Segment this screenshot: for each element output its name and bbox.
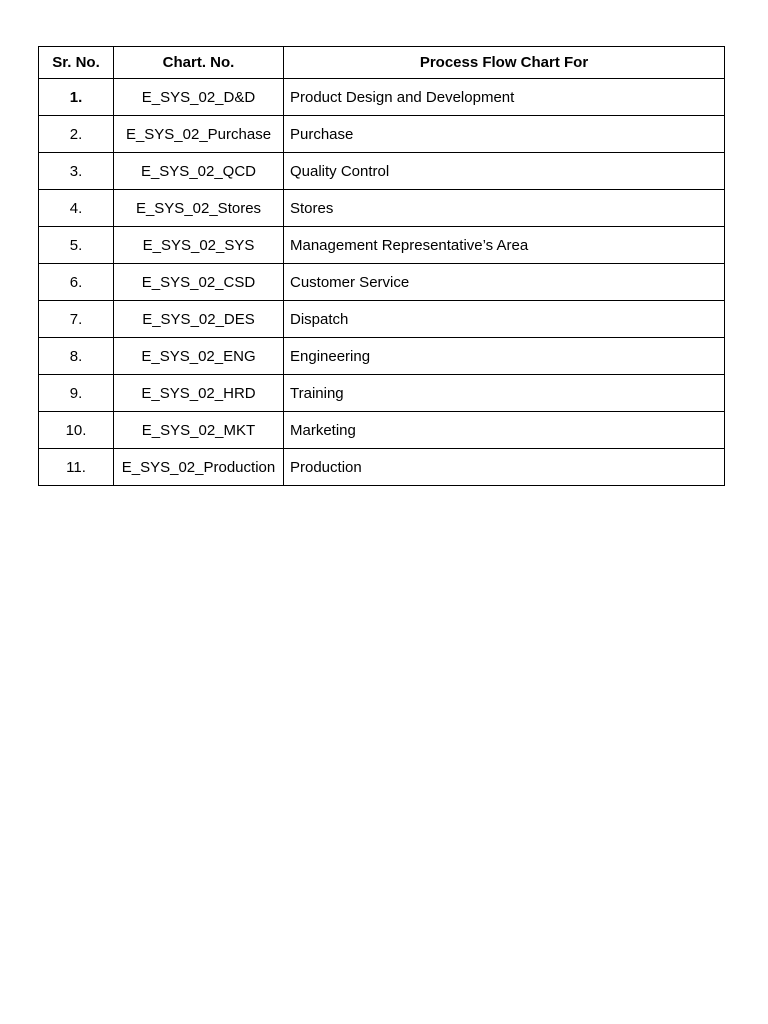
sr-no-cell: 4. [39,190,114,227]
sr-no-cell: 3. [39,153,114,190]
sr-no-cell: 1. [39,79,114,116]
chart-no-cell: E_SYS_02_SYS [114,227,284,264]
chart-no-cell: E_SYS_02_MKT [114,412,284,449]
process-cell: Purchase [284,116,725,153]
sr-no-cell: 6. [39,264,114,301]
table-row [39,227,725,264]
table-row [39,301,725,338]
process-cell: Quality Control [284,153,725,190]
table-row [39,375,725,412]
table-row [39,338,725,375]
chart-no-cell: E_SYS_02_CSD [114,264,284,301]
process-cell: Stores [284,190,725,227]
header-chart-no: Chart. No. [114,47,284,79]
table-header-row [39,47,725,79]
sr-no-cell: 10. [39,412,114,449]
chart-no-cell: E_SYS_02_DES [114,301,284,338]
process-cell: Customer Service [284,264,725,301]
process-cell: Engineering [284,338,725,375]
process-cell: Dispatch [284,301,725,338]
sr-no-cell: 8. [39,338,114,375]
chart-no-cell: E_SYS_02_HRD [114,375,284,412]
sr-no-cell: 2. [39,116,114,153]
table-row [39,116,725,153]
table-row [39,190,725,227]
process-cell: Management Representative’s Area [284,227,725,264]
table-row [39,79,725,116]
table-row [39,449,725,486]
process-cell: Marketing [284,412,725,449]
process-cell: Production [284,449,725,486]
chart-no-cell: E_SYS_02_Production [114,449,284,486]
header-process-flow-chart-for: Process Flow Chart For [284,47,725,79]
chart-no-cell: E_SYS_02_QCD [114,153,284,190]
process-cell: Product Design and Development [284,79,725,116]
chart-no-cell: E_SYS_02_ENG [114,338,284,375]
table-row [39,264,725,301]
sr-no-cell: 9. [39,375,114,412]
process-cell: Training [284,375,725,412]
header-sr-no: Sr. No. [39,47,114,79]
chart-no-cell: E_SYS_02_Stores [114,190,284,227]
table-row [39,153,725,190]
sr-no-cell: 11. [39,449,114,486]
chart-no-cell: E_SYS_02_Purchase [114,116,284,153]
chart-no-cell: E_SYS_02_D&D [114,79,284,116]
table-row [39,412,725,449]
sr-no-cell: 5. [39,227,114,264]
process-flow-chart-table [38,46,725,486]
sr-no-cell: 7. [39,301,114,338]
